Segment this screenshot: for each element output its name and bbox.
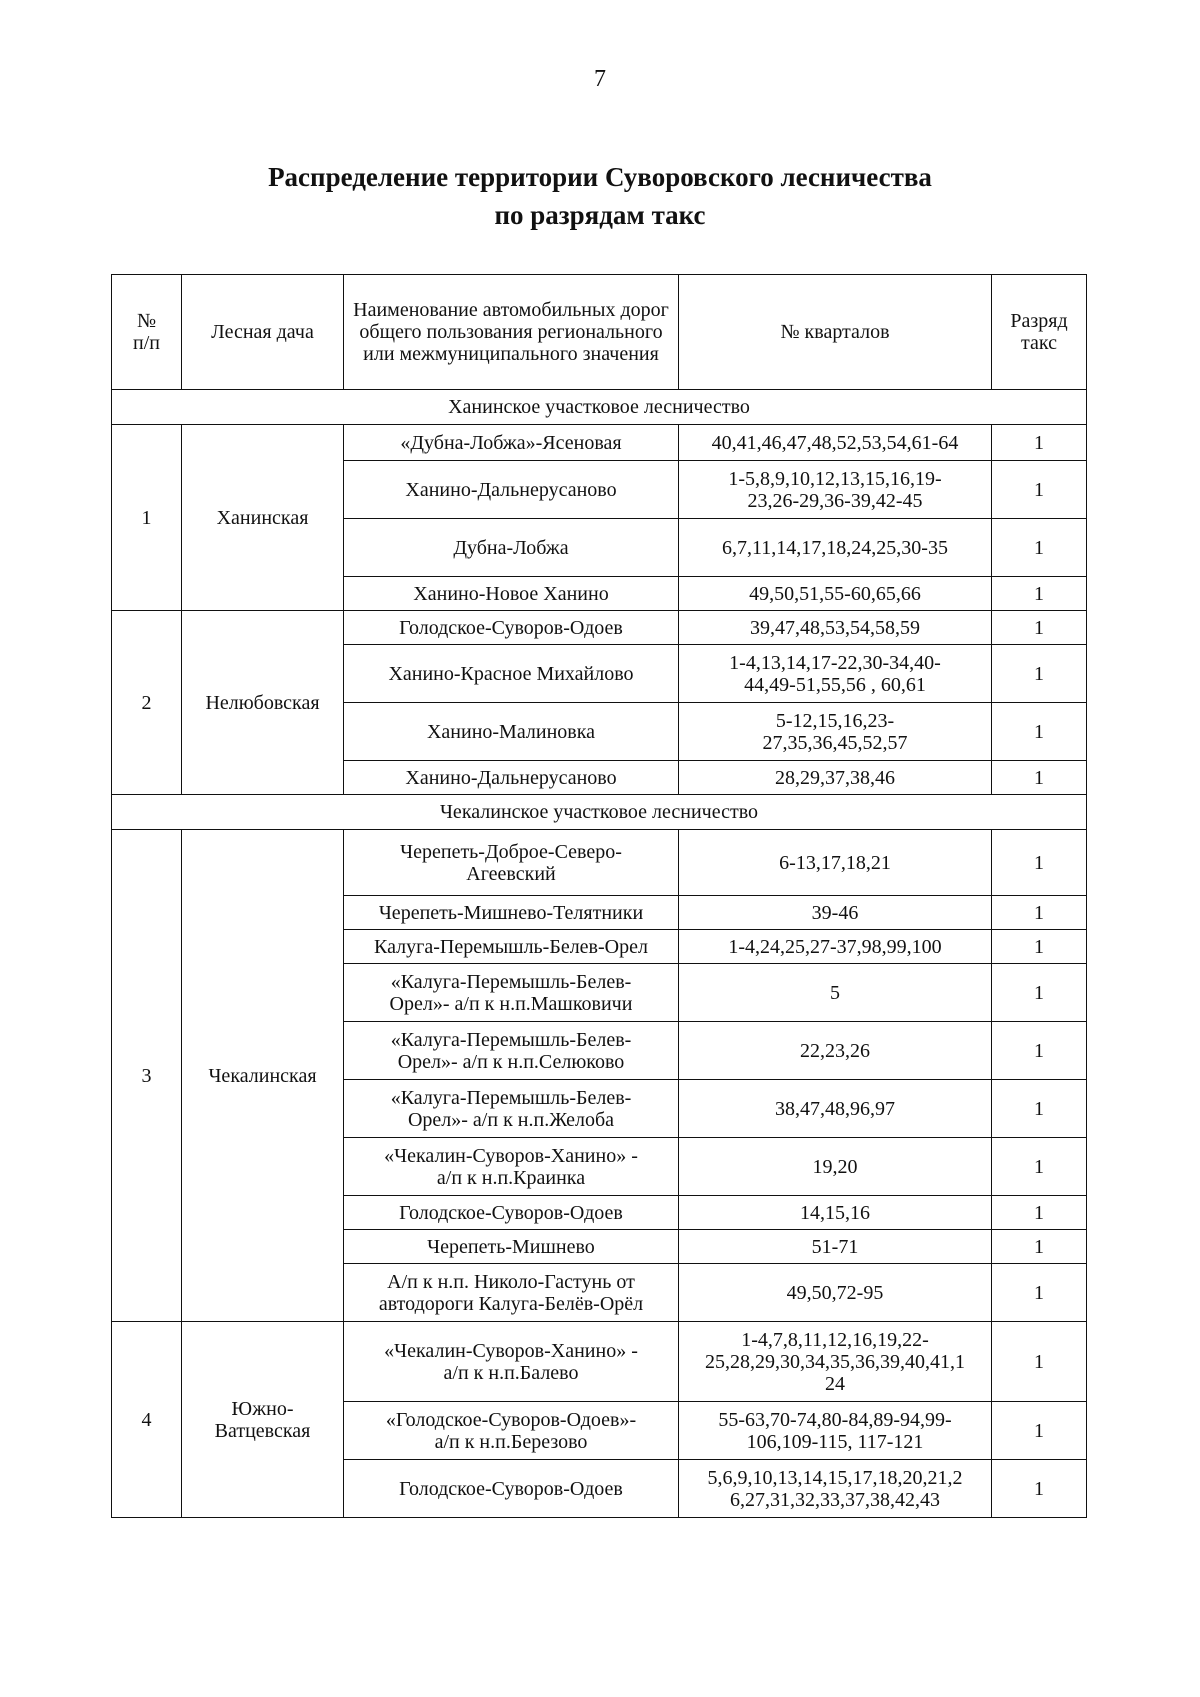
road-name: Дубна-Лобжа [344,519,679,577]
tax-rank: 1 [992,830,1087,896]
tax-rank: 1 [992,703,1087,761]
road-name: «Чекалин-Суворов-Ханино» - а/п к н.п.Краинка [344,1138,679,1196]
road-name: «Калуга-Перемышль-Белев- Орел»- а/п к н.п.Машковичи [344,964,679,1022]
tax-rank: 1 [992,930,1087,964]
table-row [112,611,1087,645]
tax-rank: 1 [992,896,1087,930]
header-dacha: Лесная дача [182,275,344,390]
quarter-numbers: 5,6,9,10,13,14,15,17,18,20,21,2 6,27,31,32,33,37,38,42,43 [679,1460,992,1518]
header-rank: Разряд такс [992,275,1087,390]
road-name: «Калуга-Перемышль-Белев- Орел»- а/п к н.п.Селюково [344,1022,679,1080]
page-number: 7 [594,66,606,92]
road-name: Ханино-Дальнерусаново [344,461,679,519]
forest-dacha: Южно- Ватцевская [182,1322,344,1518]
tax-rank: 1 [992,1322,1087,1402]
quarter-numbers: 55-63,70-74,80-84,89-94,99- 106,109-115, 117-121 [679,1402,992,1460]
quarter-numbers: 5-12,15,16,23- 27,35,36,45,52,57 [679,703,992,761]
quarter-numbers: 6-13,17,18,21 [679,830,992,896]
forest-dacha: Нелюбовская [182,611,344,795]
section-row [112,795,1087,830]
road-name: «Калуга-Перемышль-Белев- Орел»- а/п к н.п.Желоба [344,1080,679,1138]
table-header-row [112,275,1087,390]
tax-rank: 1 [992,964,1087,1022]
tax-rank: 1 [992,645,1087,703]
quarter-numbers: 38,47,48,96,97 [679,1080,992,1138]
forest-dacha: Чекалинская [182,830,344,1322]
quarter-numbers: 40,41,46,47,48,52,53,54,61-64 [679,425,992,461]
road-name: «Голодское-Суворов-Одоев»- а/п к н.п.Березово [344,1402,679,1460]
road-name: Черепеть-Мишнево-Телятники [344,896,679,930]
header-quarters: № кварталов [679,275,992,390]
quarter-numbers: 1-4,7,8,11,12,16,19,22- 25,28,29,30,34,35,36,39,40,41,1 24 [679,1322,992,1402]
table-row [112,830,1087,896]
group-number: 1 [112,425,182,611]
road-name: Черепеть-Мишнево [344,1230,679,1264]
section-title: Чекалинское участковое лесничество [112,795,1087,830]
road-name: Ханино-Малиновка [344,703,679,761]
tax-rank: 1 [992,519,1087,577]
tax-rank: 1 [992,461,1087,519]
quarter-numbers: 22,23,26 [679,1022,992,1080]
quarter-numbers: 19,20 [679,1138,992,1196]
tax-rank: 1 [992,1460,1087,1518]
road-name: Ханино-Красное Михайлово [344,645,679,703]
road-name: Голодское-Суворов-Одоев [344,1460,679,1518]
road-name: Голодское-Суворов-Одоев [344,1196,679,1230]
tax-rank: 1 [992,611,1087,645]
group-number: 2 [112,611,182,795]
table-row [112,425,1087,461]
tax-rank: 1 [992,1264,1087,1322]
tax-rank: 1 [992,1196,1087,1230]
road-name: Ханино-Новое Ханино [344,577,679,611]
group-number: 3 [112,830,182,1322]
forest-tax-table [111,274,1087,1518]
group-number: 4 [112,1322,182,1518]
tax-rank: 1 [992,761,1087,795]
road-name: «Дубна-Лобжа»-Ясеновая [344,425,679,461]
title-line-1: Распределение территории Суворовского лесничества [268,162,932,192]
page-title [0,158,1200,234]
tax-rank: 1 [992,577,1087,611]
quarter-numbers: 49,50,51,55-60,65,66 [679,577,992,611]
road-name: «Чекалин-Суворов-Ханино» - а/п к н.п.Балево [344,1322,679,1402]
tax-rank: 1 [992,1080,1087,1138]
tax-rank: 1 [992,1022,1087,1080]
quarter-numbers: 1-4,24,25,27-37,98,99,100 [679,930,992,964]
header-road: Наименование автомобильных дорог общего пользования регионального или межмуниципального значения [344,275,679,390]
quarter-numbers: 5 [679,964,992,1022]
tax-rank: 1 [992,1230,1087,1264]
table-body [112,390,1087,1518]
quarter-numbers: 39-46 [679,896,992,930]
quarter-numbers: 14,15,16 [679,1196,992,1230]
road-name: А/п к н.п. Николо-Гастунь от автодороги Калуга-Белёв-Орёл [344,1264,679,1322]
title-line-2: по разрядам такс [494,200,706,230]
forest-dacha: Ханинская [182,425,344,611]
road-name: Черепеть-Доброе-Северо- Агеевский [344,830,679,896]
section-row [112,390,1087,425]
tax-rank: 1 [992,425,1087,461]
quarter-numbers: 39,47,48,53,54,58,59 [679,611,992,645]
road-name: Ханино-Дальнерусаново [344,761,679,795]
header-num: № п/п [112,275,182,390]
section-title: Ханинское участковое лесничество [112,390,1087,425]
quarter-numbers: 6,7,11,14,17,18,24,25,30-35 [679,519,992,577]
tax-rank: 1 [992,1138,1087,1196]
table-row [112,1322,1087,1402]
road-name: Калуга-Перемышль-Белев-Орел [344,930,679,964]
road-name: Голодское-Суворов-Одоев [344,611,679,645]
quarter-numbers: 28,29,37,38,46 [679,761,992,795]
quarter-numbers: 1-5,8,9,10,12,13,15,16,19- 23,26-29,36-39,42-45 [679,461,992,519]
quarter-numbers: 51-71 [679,1230,992,1264]
tax-rank: 1 [992,1402,1087,1460]
quarter-numbers: 1-4,13,14,17-22,30-34,40- 44,49-51,55,56 , 60,61 [679,645,992,703]
quarter-numbers: 49,50,72-95 [679,1264,992,1322]
